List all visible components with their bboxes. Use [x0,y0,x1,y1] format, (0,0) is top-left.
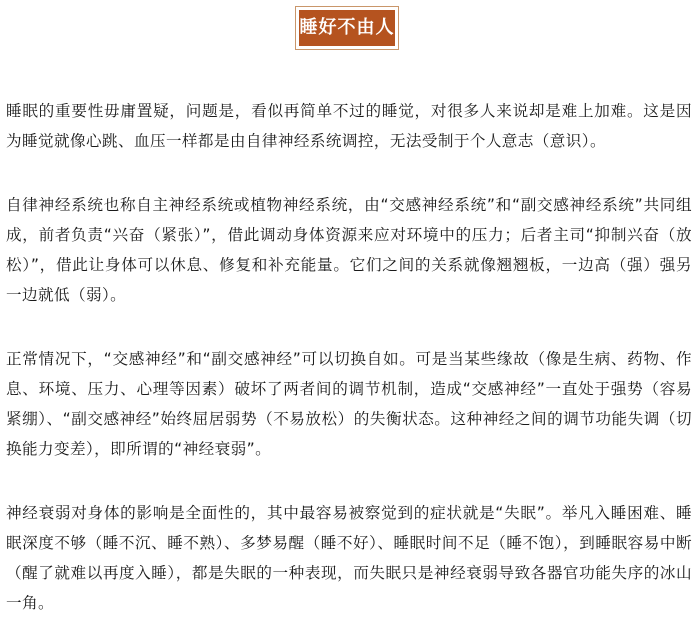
paragraph-4: 神经衰弱对身体的影响是全面性的，其中最容易被察觉到的症状就是“失眠”。举凡入睡困难、睡眠深度不够（睡不沉、睡不熟）、多梦易醒（睡不好）、睡眠时间不足（睡不饱），到睡眠容易中断（醒了就难以再度入睡），都是失眠的一种表现，而失眠只是神经衰弱导致各器官功能失序的冰山一角。 [6,504,692,612]
paragraph-3: 正常情况下，“交感神经”和“副交感神经”可以切换自如。可是当某些缘故（像是生病、药物、作息、环境、压力、心理等因素）破坏了两者间的调节机制，造成“交感神经”一直处于强势（容易紧绷）、“副交感神经”始终屈居弱势（不易放松）的失衡状态。这种神经之间的调节功能失调（切换能力变差），即所谓的“神经衰弱”。 [6,350,692,458]
title-frame [295,6,399,50]
paragraph-2: 自律神经系统也称自主神经系统或植物神经系统，由“交感神经系统”和“副交感神经系统”共同组成，前者负责“兴奋（紧张）”，借此调动身体资源来应对环境中的压力；后者主司“抑制兴奋（放松）”，借此让身体可以休息、修复和补充能量。它们之间的关系就像翘翘板，一边高（强）强另一边就低（弱）。 [6,196,692,304]
paragraph-1: 睡眠的重要性毋庸置疑，问题是，看似再简单不过的睡觉，对很多人来说却是难上加难。这是因为睡觉就像心跳、血压一样都是由自律神经系统调控，无法受制于个人意志（意识）。 [6,102,692,150]
page-title: 睡好不由人 [299,10,395,46]
article-body [6,96,692,618]
